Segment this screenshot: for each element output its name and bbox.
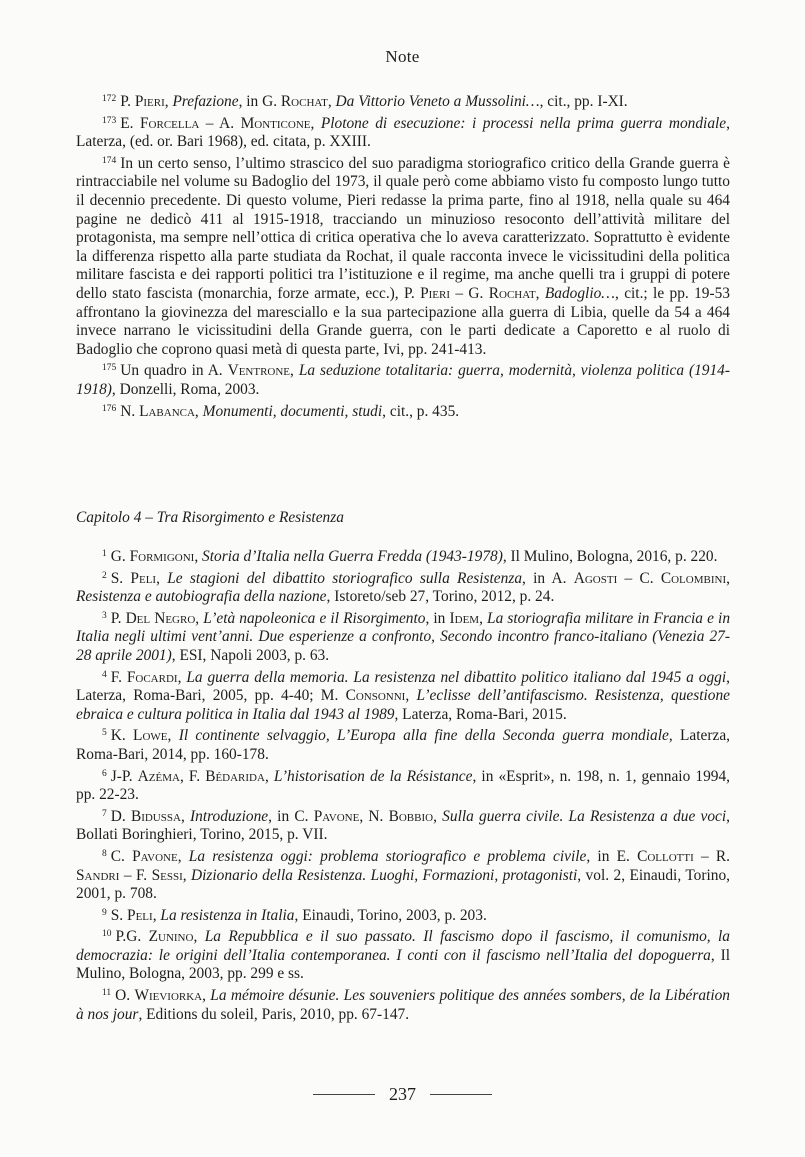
note-text: O. [115, 987, 135, 1005]
note-text: – F. [119, 866, 152, 884]
italic-title: Introduzione [190, 807, 269, 825]
note-text: , [290, 362, 299, 380]
author-surname: Lowe [133, 727, 168, 745]
note-text: , in [425, 609, 450, 627]
note-text: , [405, 687, 417, 705]
page-number: 237 [389, 1084, 416, 1104]
endnote-number: 175 [102, 363, 117, 374]
note-text: F. [110, 668, 127, 686]
author-surname: Pavone [313, 807, 360, 825]
note-text: , Donzelli, Roma, 2003. [111, 380, 260, 398]
italic-title: Monumenti, documenti, studi [202, 402, 383, 420]
note-text: , vol. 2, Einaudi, Torino, 2001, p. 708. [76, 866, 730, 903]
endnote [76, 666, 730, 725]
note-text: S. [110, 906, 128, 924]
note-text: , in G. [238, 93, 281, 110]
author-surname: Focardi [126, 668, 178, 686]
endnote-number: 176 [102, 403, 117, 414]
note-text: , [167, 727, 179, 745]
note-text: , Laterza, Roma-Bari, 2014, pp. 160-178. [76, 727, 730, 763]
author-surname: Zunino [148, 928, 194, 946]
endnote [76, 359, 730, 399]
note-text: , [264, 767, 274, 785]
italic-title: La storiografia militare in Francia e in Italia negli ultimi vent’anni. Due esperienze a confronto, Secondo incontro franco-italiano (Venezia 27-28 aprile 2001) [76, 609, 731, 664]
note-text: , [479, 609, 488, 627]
author-surname: Forcella [140, 114, 200, 132]
endnote-number: 2 [102, 570, 107, 581]
note-text: , Einaudi, Torino, 2003, p. 203. [294, 906, 487, 924]
author-surname: Ventrone [227, 362, 291, 380]
endnote-number: 3 [102, 610, 107, 621]
endnote-number: 7 [102, 808, 107, 819]
note-text: , cit., p. 435. [382, 402, 460, 420]
note-text: , [194, 402, 203, 420]
note-text: N. [120, 402, 140, 420]
endnote-number: 5 [102, 728, 107, 739]
note-text: D. [110, 807, 131, 825]
page-footer [0, 1084, 805, 1105]
author-surname: Bobbio [388, 807, 434, 825]
author-surname: Bidussa [130, 807, 181, 825]
author-surname: Peli [127, 906, 153, 924]
author-surname: Peli [130, 569, 157, 587]
italic-title: Prefazione [172, 93, 239, 110]
note-text: , Laterza, Roma-Bari, 2005, pp. 4-40; M. [76, 668, 730, 705]
endnote [76, 805, 730, 845]
note-text: , cit.; le pp. 19-53 affrontano la giovinezza del maresciallo e la sua partecipazione alla guerra di Libia, quelle da 54 a 464 invece narrano le vicissitudini della Grande guerra, con le parti dedicate a Caporetto e al ruolo di Badoglio che coprono quasi metà di questa parte, Ivi, pp. 241-413. [76, 284, 731, 358]
note-text: – R. [693, 847, 730, 865]
author-surname: Pieri [420, 284, 451, 302]
italic-title: La guerra della memoria. La resistenza nel dibattito politico italiano dal 1945 a oggi [186, 668, 727, 686]
italic-title: Il continente selvaggio, L’Europa alla fine della Seconda guerra mondiale [178, 727, 669, 745]
author-surname: Collotti [637, 847, 694, 865]
italic-title: Badoglio… [544, 284, 615, 302]
note-text: P.G. [115, 928, 149, 946]
author-surname: Rochat [488, 284, 536, 302]
italic-title: L’età napoleonica e il Risorgimento [203, 609, 426, 627]
endnote-number: 11 [102, 988, 112, 999]
author-surname: Bédarida [205, 767, 265, 785]
note-text: , in C. [268, 807, 314, 825]
italic-title: La Repubblica e il suo passato. Il fascismo dopo il fascismo, il comunismo, la democrazia: le origini dell’Italia contemporanea. I conti con il fascismo nell’Italia del dopoguerra [76, 928, 731, 964]
author-surname: Wieviorka [134, 987, 203, 1005]
note-text: , [195, 609, 204, 627]
author-surname: Colombini [660, 569, 727, 587]
endnote [76, 90, 730, 112]
note-text: , [535, 284, 545, 302]
endnote-number: 1 [102, 549, 107, 559]
note-text: , Bollati Boringhieri, Torino, 2015, p. VII. [76, 807, 731, 844]
endnote [76, 400, 730, 422]
italic-title: La resistenza in Italia [160, 906, 295, 924]
note-text: , [310, 114, 321, 132]
author-surname: Monticone [240, 114, 311, 132]
note-text: J-P. [110, 767, 138, 785]
note-text: P. [120, 93, 135, 110]
note-text: Un quadro in A. [120, 362, 228, 380]
footer-rule-right [430, 1094, 492, 1095]
endnote-number: 4 [102, 669, 107, 680]
note-text: K. [110, 727, 134, 745]
endnote [76, 925, 730, 984]
note-text: , [194, 548, 203, 565]
note-text: , in «Esprit», n. 198, n. 1, gennaio 1994, pp. 22-23. [76, 767, 731, 804]
chapter-heading: Capitolo 4 – Tra Risorgimento e Resistenza [76, 509, 344, 526]
endnote-number: 8 [102, 848, 107, 859]
note-text: , [156, 569, 168, 587]
italic-title: La seduzione totalitaria: guerra, modernità, violenza politica (1914-1918) [76, 362, 730, 398]
note-text: , in A. [522, 569, 574, 587]
endnote [76, 984, 730, 1024]
author-surname: Pavone [132, 847, 178, 865]
endnote-number: 172 [102, 94, 117, 104]
running-head: Note [385, 47, 420, 66]
note-text: , [327, 93, 336, 110]
italic-title: La resistenza oggi: problema storiografico e problema civile [188, 847, 587, 865]
italic-title: Da Vittorio Veneto a Mussolini… [335, 93, 540, 110]
endnotes-chapter-4 [76, 545, 730, 1024]
note-text: E. [120, 114, 140, 132]
note-text: , cit., pp. I-XI. [539, 93, 628, 110]
author-surname: Consonni [345, 687, 406, 705]
italic-title: Plotone di esecuzione: i processi nella prima guerra mondiale [320, 114, 727, 132]
author-surname: Formigoni [129, 548, 195, 565]
note-text: – G. [450, 284, 489, 302]
italic-title: L’eclisse dell’antifascismo. Resistenza, questione ebraica e cultura politica in Italia dal 1943 al 1989 [76, 687, 730, 723]
note-text: – A. [199, 114, 241, 132]
note-text: , [177, 847, 189, 865]
note-text: , [726, 569, 730, 587]
author-surname: Sandri [76, 866, 120, 884]
note-text: S. [110, 569, 131, 587]
note-text: C. [110, 847, 133, 865]
endnote [76, 845, 730, 904]
note-text: , in E. [586, 847, 638, 865]
note-text: , [177, 668, 187, 686]
author-surname: Agosti [573, 569, 618, 587]
endnote [76, 765, 730, 805]
note-text: In un certo senso, l’ultimo strascico del suo paradigma storiografico critico della Grande guerra è rintracciabile nel volume su Badoglio del 1973, il quale però come abbiamo visto fu composto lungo tutto il decennio precedente. Di questo volume, Pieri redasse la prima parte, fino al 1918, nella quale su 464 pagine ne dedicò 411 al 1915-1918, tracciando un minuzioso resoconto dell’attività militare del protagonista, ma sempre nell’ottica di critica operativa che lo aveva caratterizzato. Soprattutto è evidente la differenza rispetto alla parte studiata da Rochat, il quale racconta invece le vicissitudini della politica militare fascista e dei rapporti politici tra l’istituzione e il regime, ma anche quelli tra i gruppi di potere dello stato fascista (monarchia, forze armate, ecc.), P. [76, 154, 730, 302]
note-text: , [182, 866, 192, 884]
endnote [76, 152, 730, 360]
note-text: , Il Mulino, Bologna, 2003, pp. 299 e ss. [76, 946, 730, 983]
italic-title: La mémoire désunie. Les souveniers politique des années sombers, de la Libération à nos jour [76, 987, 730, 1023]
note-text: , [180, 807, 191, 825]
italic-title: Resistenza e autobiografia della nazione [76, 588, 327, 606]
note-text: – C. [617, 569, 661, 587]
endnotes-previous-chapter [76, 90, 730, 421]
endnote-number: 174 [102, 155, 117, 166]
note-text: G. [110, 548, 130, 565]
author-surname: Idem [449, 609, 480, 627]
endnote [76, 904, 730, 926]
note-text: , [193, 928, 205, 946]
note-text: , Laterza, Roma-Bari, 2015. [394, 705, 567, 723]
endnote [76, 567, 730, 607]
note-text: , Editions du soleil, Paris, 2010, pp. 67-147. [138, 1005, 410, 1023]
note-text: , N. [359, 807, 389, 825]
endnote [76, 545, 730, 567]
endnote-number: 10 [102, 929, 112, 940]
italic-title: Dizionario della Resistenza. Luoghi, Formazioni, protagonisti [191, 866, 578, 884]
footer-rule-left [313, 1094, 375, 1095]
author-surname: Sessi [151, 866, 183, 884]
endnote [76, 607, 730, 666]
note-text: P. [110, 609, 126, 627]
author-surname: Rochat [280, 93, 328, 110]
note-text: , Laterza, (ed. or. Bari 1968), ed. citata, p. XXIII. [76, 114, 730, 151]
note-text: , Istoreto/seb 27, Torino, 2012, p. 24. [326, 588, 555, 606]
endnote-number: 9 [102, 907, 107, 918]
note-text: , F. [179, 767, 206, 785]
author-surname: Del Negro [125, 609, 196, 627]
endnote-number: 6 [102, 768, 107, 779]
note-text: , Il Mulino, Bologna, 2016, p. 220. [502, 548, 718, 565]
author-surname: Pieri [134, 93, 165, 110]
italic-title: Sulla guerra civile. La Resistenza a due voci [442, 807, 727, 825]
note-text: , [152, 906, 161, 924]
endnote [76, 724, 730, 764]
author-surname: Labanca [139, 402, 195, 420]
italic-title: L’historisation de la Résistance [273, 767, 473, 785]
italic-title: Le stagioni del dibattito storiografico sulla Resistenza [167, 569, 523, 587]
note-text: , ESI, Napoli 2003, p. 63. [171, 646, 330, 664]
author-surname: Azéma [137, 767, 180, 785]
note-text: , [202, 987, 211, 1005]
endnote [76, 112, 730, 152]
note-text: , [433, 807, 443, 825]
note-text: , [164, 93, 173, 110]
endnote-number: 173 [102, 115, 117, 126]
italic-title: Storia d’Italia nella Guerra Fredda (1943-1978) [202, 548, 503, 565]
